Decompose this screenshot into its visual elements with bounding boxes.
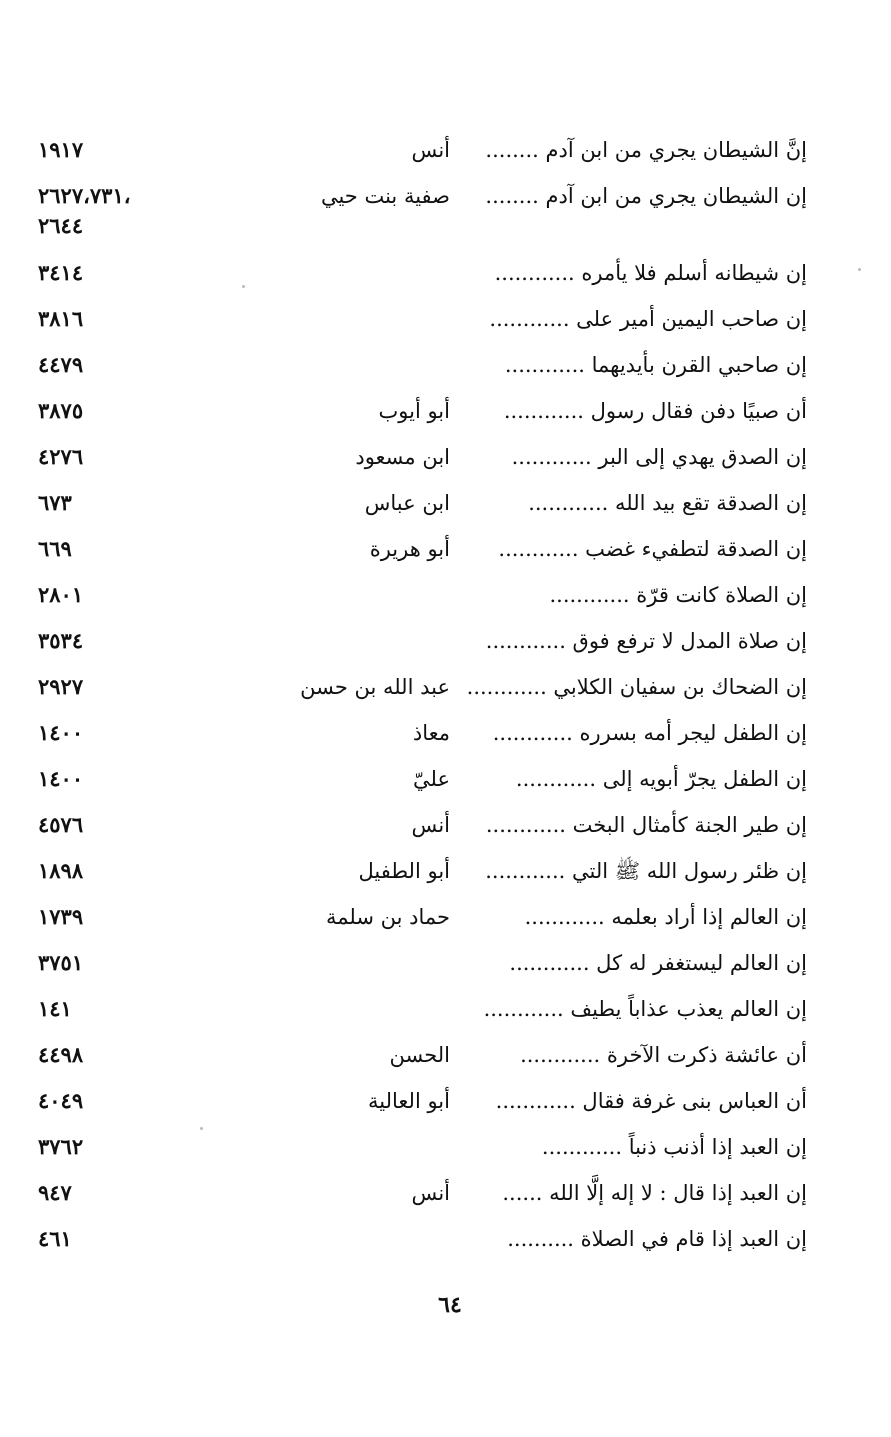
reference-number: ١٩١٧ xyxy=(38,137,84,162)
list-item xyxy=(0,810,891,856)
hadith-text: إن طير الجنة كأمثال البخت ............ xyxy=(485,813,807,837)
narrator-name: ابن مسعود xyxy=(355,445,450,469)
hadith-text: أن عائشة ذكرت الآخرة ............ xyxy=(520,1043,807,1067)
reference-number: ٣٥٣٤ xyxy=(38,628,84,653)
list-item xyxy=(0,1086,891,1132)
reference-number: ١٧٣٩ xyxy=(38,904,84,929)
reference-number: ٣٧٦٢ xyxy=(38,1134,84,1159)
narrator-name: حماد بن سلمة xyxy=(325,905,450,929)
narrator-name: أنس xyxy=(411,1181,450,1205)
hadith-text: إن الصدقة لتطفيء غضب ............ xyxy=(498,537,807,561)
hadith-text: إن صلاة المدل لا ترفع فوق ............ xyxy=(485,629,807,653)
narrator-name: ابن عباس xyxy=(364,491,450,515)
hadith-text: إن شيطانه أسلم فلا يأمره ............ xyxy=(494,261,807,285)
reference-number: ١٤٠٠ xyxy=(38,720,84,745)
list-item xyxy=(0,948,891,994)
hadith-text: إن العالم إذا أراد بعلمه ............ xyxy=(524,905,807,929)
list-item xyxy=(0,856,891,902)
hadith-text: إنَّ الشيطان يجري من ابن آدم ........ xyxy=(485,138,807,162)
narrator-name: أنس xyxy=(411,813,450,837)
margin-speck xyxy=(858,268,861,271)
reference-number: ٣٧٥١ xyxy=(38,950,84,975)
list-item xyxy=(0,1132,891,1178)
narrator-name: الحسن xyxy=(389,1043,450,1067)
margin-speck xyxy=(200,1127,203,1130)
hadith-text: إن الصدقة تقع بيد الله ............ xyxy=(528,491,807,515)
reference-number: ٢٩٢٧ xyxy=(38,674,84,699)
list-item xyxy=(0,1224,891,1270)
reference-number: ٤٤٩٨ xyxy=(38,1042,84,1067)
narrator-name: معاذ xyxy=(412,721,450,745)
hadith-text: إن الصلاة كانت قرّة ............ xyxy=(549,583,807,607)
list-item xyxy=(0,1178,891,1224)
hadith-text: إن الشيطان يجري من ابن آدم ........ xyxy=(485,184,807,208)
hadith-text: إن العبد إذا قام في الصلاة .......... xyxy=(507,1227,807,1251)
narrator-name: أبو الطفيل xyxy=(358,859,450,883)
list-item xyxy=(0,764,891,810)
list-item xyxy=(0,442,891,488)
narrator-name: أبو العالية xyxy=(368,1089,450,1113)
list-item xyxy=(0,626,891,672)
page-number: ٦٤ xyxy=(438,1292,462,1318)
reference-number: ١٤١ xyxy=(38,996,72,1021)
list-item xyxy=(0,994,891,1040)
narrator-name: أنس xyxy=(411,138,450,162)
list-item xyxy=(0,902,891,948)
list-item xyxy=(0,181,891,238)
reference-number: ١٨٩٨ xyxy=(38,858,84,883)
reference-number: ٩٤٧ xyxy=(38,1180,72,1205)
hadith-text: إن العالم يعذب عذاباً يطيف ............ xyxy=(483,997,807,1021)
reference-number: ١٤٠٠ xyxy=(38,766,84,791)
hadith-text: أن العباس بنى غرفة فقال ............ xyxy=(495,1089,807,1113)
reference-number: ٢٨٠١ xyxy=(38,582,84,607)
list-item xyxy=(0,1040,891,1086)
reference-number: ٤٦١ xyxy=(38,1226,72,1251)
reference-number: ٣٨١٦ xyxy=(38,306,84,331)
list-item xyxy=(0,350,891,396)
hadith-text: إن صاحب اليمين أمير على ............ xyxy=(489,307,807,331)
list-item xyxy=(0,258,891,304)
margin-speck xyxy=(242,285,245,288)
list-item xyxy=(0,718,891,764)
reference-number: ٤٤٧٩ xyxy=(38,352,84,377)
narrator-name: عليّ xyxy=(413,767,450,791)
list-item xyxy=(0,135,891,181)
reference-number: ٤٥٧٦ xyxy=(38,812,84,837)
reference-number: ٣٤١٤ xyxy=(38,260,84,285)
list-item xyxy=(0,304,891,350)
narrator-name: عبد الله بن حسن xyxy=(300,675,450,699)
reference-number-continued: ٢٦٤٤ xyxy=(38,213,84,238)
reference-number: ٣٨٧٥ xyxy=(38,398,84,423)
hadith-text: إن العبد إذا قال : لا إله إلَّا الله ...... xyxy=(502,1181,807,1205)
hadith-text: إن صاحبي القرن بأيديهما ............ xyxy=(504,353,807,377)
reference-number: ٦٦٩ xyxy=(38,536,72,561)
hadith-text: إن الطفل ليجر أمه بسرره ............ xyxy=(492,721,807,745)
narrator-name: أبو هريرة xyxy=(369,537,450,561)
hadith-text: إن ظئر رسول الله ﷺ التي ............ xyxy=(485,859,807,883)
list-item xyxy=(0,534,891,580)
reference-number: ٦٧٣ xyxy=(38,490,72,515)
hadith-text: إن الطفل يجرّ أبويه إلى ............ xyxy=(515,767,807,791)
reference-number: ٤٢٧٦ xyxy=(38,444,84,469)
reference-number: ٢٦٢٧،٧٣١، xyxy=(38,183,131,208)
reference-number: ٤٠٤٩ xyxy=(38,1088,84,1113)
hadith-text: أن صبيًا دفن فقال رسول ............ xyxy=(503,399,807,423)
list-item xyxy=(0,580,891,626)
narrator-name: أبو أيوب xyxy=(378,399,450,423)
list-item xyxy=(0,488,891,534)
list-item xyxy=(0,396,891,442)
hadith-text: إن الضحاك بن سفيان الكلابي ............ xyxy=(466,675,807,699)
hadith-text: إن العالم ليستغفر له كل ............ xyxy=(509,951,807,975)
narrator-name: صفية بنت حيي xyxy=(320,184,450,208)
hadith-text: إن العبد إذا أذنب ذنباً ............ xyxy=(541,1135,807,1159)
hadith-text: إن الصدق يهدي إلى البر ............ xyxy=(511,445,807,469)
list-item xyxy=(0,672,891,718)
